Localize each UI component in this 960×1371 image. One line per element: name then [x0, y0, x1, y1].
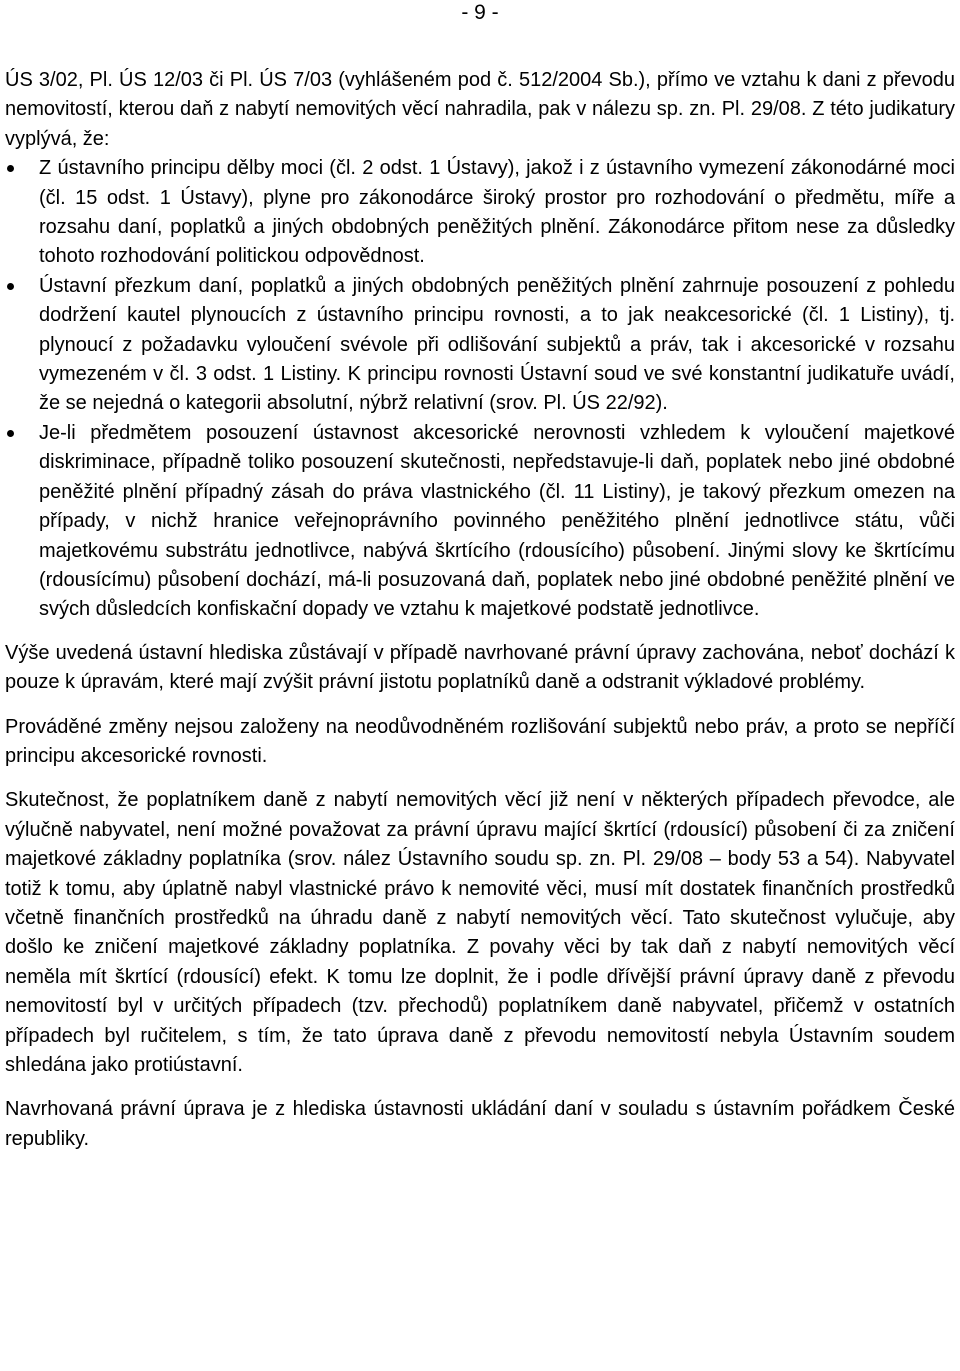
- page-number: - 9 -: [461, 1, 499, 24]
- bullet-list: [5, 154, 955, 625]
- intro-paragraph: ÚS 3/02, Pl. ÚS 12/03 či Pl. ÚS 7/03 (vyhlášeném pod č. 512/2004 Sb.), přímo ve vztahu k dani z převodu nemovitostí, kterou daň z nabytí nemovitých věcí nahradila, pak v nálezu sp. zn. Pl. 29/08. Z této judikatury vyplývá, že:: [5, 69, 955, 150]
- bullet-item: [5, 419, 955, 625]
- paragraph: Výše uvedená ústavní hlediska zůstávají v případě navrhované právní úpravy zachována, neboť dochází k pouze k úpravám, které mají zvýšit právní jistotu poplatníků daně a odstranit výkladové problémy.: [5, 641, 955, 694]
- bullet-icon: [7, 165, 14, 172]
- paragraph: Navrhovaná právní úprava je z hlediska ústavnosti ukládání daní v souladu s ústavním pořádkem České republiky.: [5, 1098, 955, 1150]
- paragraph: Skutečnost, že poplatníkem daně z nabytí nemovitých věcí již není v některých případech převodce, ale výlučně nabyvatel, není možné považovat za právní úpravu mající škrtící (rdousící) působení či za zničení majetkové základny poplatníka (srov. nález Ústavního soudu sp. zn. Pl. 29/08 – body 53 a 54). Nabyvatel totiž k tomu, aby úplatně nabyl vlastnické právo k nemovité věci, musí mít dostatek finančních prostředků včetně finančních prostředků na úhradu daně z nabytí nemovitých věcí. Tato skutečnost vylučuje, aby došlo ke zničení majetkové základny poplatníka. Z povahy věci by tak daň z nabytí nemovitých věcí neměla mít škrtící (rdousící) efekt. K tomu lze doplnit, že i podle dřívější právní úpravy daně z převodu nemovitostí byl v určitých případech (tzv. přechodů) poplatníkem daně nabyvatel, přičemž v ostatních případech byl ručitelem, s tím, že tato úprava daně z převodu nemovitostí nebyla Ústavním soudem shledána jako protiústavní.: [5, 789, 955, 1076]
- bullet-icon: [7, 430, 14, 437]
- document-body: [5, 66, 955, 1154]
- bullet-icon: [7, 283, 14, 290]
- bullet-item: [5, 272, 955, 419]
- bullet-text: Z ústavního principu dělby moci (čl. 2 odst. 1 Ústavy), jakož i z ústavního vymezení zákonodárné moci (čl. 15 odst. 1 Ústavy), plyne pro zákonodárce široký prostor pro rozhodování o předmětu, míře a rozsahu daní, poplatků a jiných obdobných peněžitých plnění. Zákonodárce přitom nese za důsledky tohoto rozhodování politickou odpovědnost.: [39, 157, 955, 268]
- paragraph: Prováděné změny nejsou založeny na neodůvodněném rozlišování subjektů nebo práv, a proto se nepříčí principu akcesorické rovnosti.: [5, 715, 955, 767]
- bullet-text: Ústavní přezkum daní, poplatků a jiných obdobných peněžitých plnění zahrnuje posouzení z pohledu dodržení kautel plynoucích z ústavního principu rovnosti, a to jak neakcesorické (čl. 1 Listiny), tj. plynoucí z požadavku vyloučení svévole při odlišování subjektů a práv, tak i akcesorické v rozsahu vymezeném v čl. 3 odst. 1 Listiny. K principu rovnosti Ústavní soud ve své konstantní judikatuře uvádí, že se nejedná o kategorii absolutní, nýbrž relativní (srov. Pl. ÚS 22/92).: [39, 274, 955, 415]
- bullet-item: [5, 154, 955, 272]
- bullet-text: Je-li předmětem posouzení ústavnost akcesorické nerovnosti vzhledem k vyloučení majetkové diskriminace, případně toliko posouzení skutečnosti, nepředstavuje-li daň, poplatek nebo jiné obdobné peněžité plnění případný zásah do práva vlastnického (čl. 11 Listiny), je takový přezkum omezen na případy, v nichž hranice veřejnoprávního povinného peněžitého plnění jednotlivce státu, vůči majetkovému substrátu jednotlivce, nabývá škrtícího (rdousícího) působení. Jinými slovy ke škrtícímu (rdousícímu) působení dochází, má-li posuzovaná daň, poplatek nebo jiné obdobné peněžité plnění ve svých důsledcích konfiskační dopady ve vztahu k majetkové podstatě jednotlivce.: [39, 421, 955, 621]
